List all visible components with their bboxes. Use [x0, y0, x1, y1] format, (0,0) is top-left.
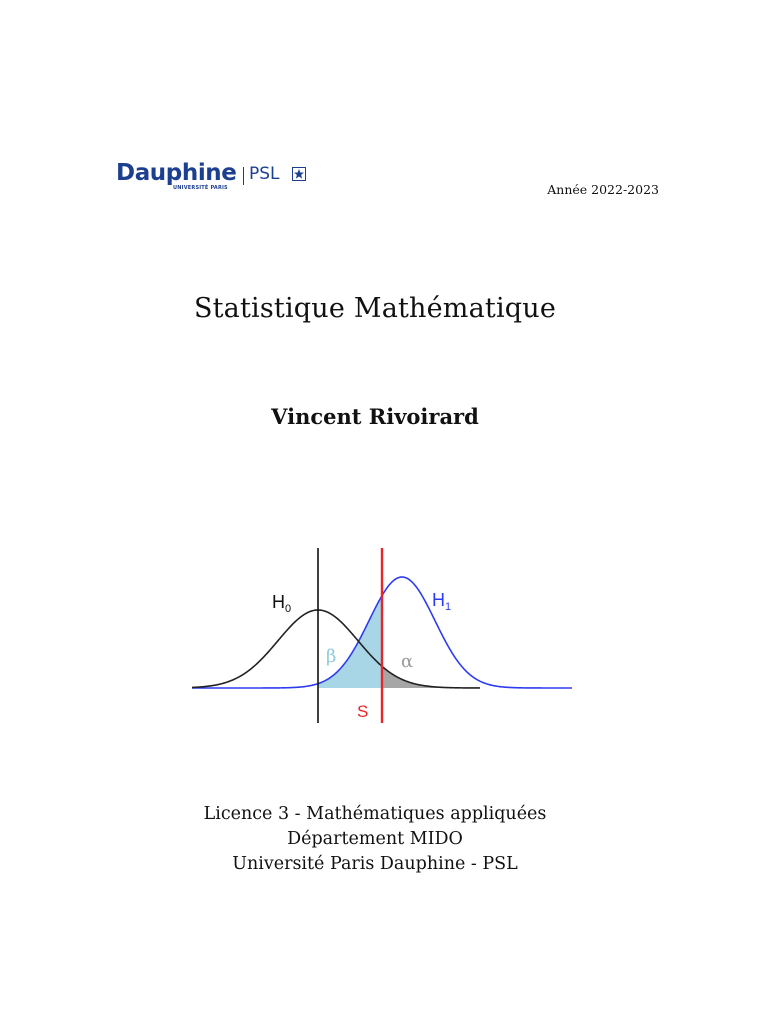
department-line: Département MIDO [287, 829, 463, 849]
dauphine-psl-logo [116, 158, 316, 198]
logo-psl: PSL [249, 164, 280, 184]
star-icon-shape [294, 169, 304, 179]
h1-label: $H_1$ [432, 590, 452, 613]
alpha-label: α [401, 651, 414, 672]
academic-year: Année 2022-2023 [547, 182, 659, 197]
hypothesis-test-figure [180, 545, 580, 730]
star-icon [292, 167, 306, 181]
program-line: Licence 3 - Mathématiques appliquées [203, 804, 547, 824]
university-line: Université Paris Dauphine - PSL [232, 854, 518, 874]
document-title: Statistique Mathématique [193, 293, 557, 324]
logo-wordmark: Dauphine [116, 160, 237, 186]
affiliation-block [0, 802, 750, 877]
h0-label: $H_0$ [272, 592, 292, 615]
author-name: Vincent Rivoirard [271, 404, 479, 429]
threshold-label: S [357, 702, 369, 721]
beta-area [318, 596, 382, 688]
logo-subtitle: UNIVERSITÉ PARIS [173, 185, 228, 191]
logo-separator [243, 167, 244, 185]
beta-label: β [326, 646, 337, 667]
